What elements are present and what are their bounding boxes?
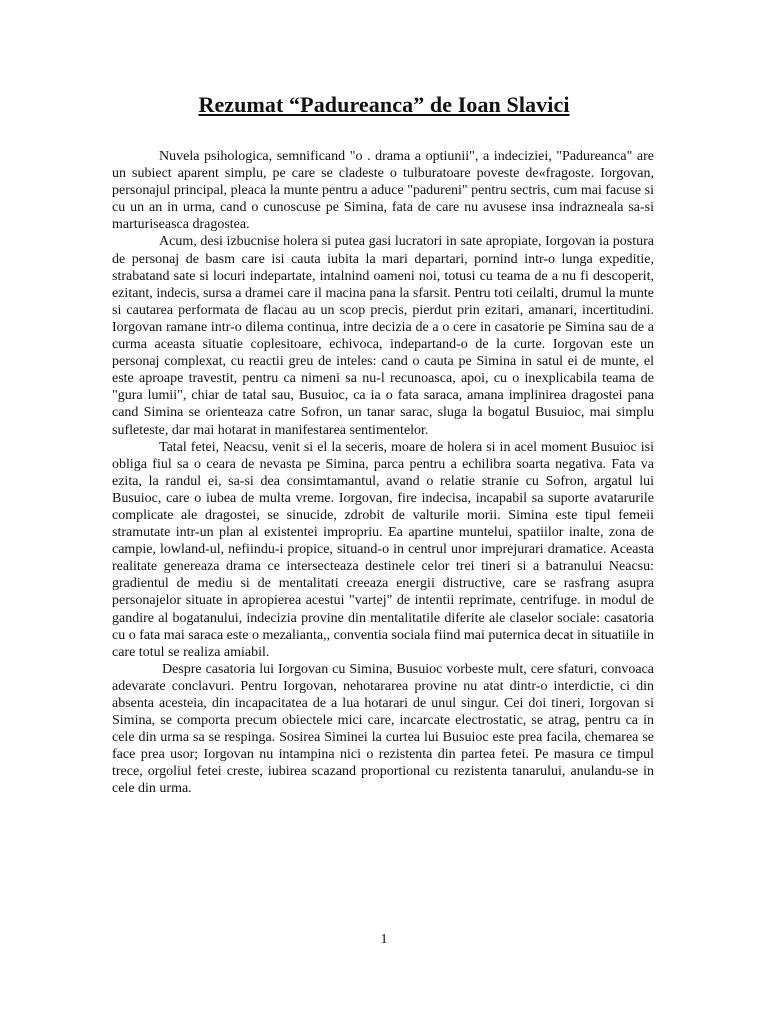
- document-title: Rezumat “Padureanca” de Ioan Slavici: [198, 92, 570, 117]
- paragraph-4: Despre casatoria lui Iorgovan cu Simina, Busuioc vorbeste mult, cere sfaturi, convoaca adevarate conclavuri. Pentru Iorgovan, nehotararea provine nu atat dintr-o interdictie, ci din absenta acesteia, din incapacitatea de a lua hotarari de unul singur. Cei doi tineri, Iorgovan si Simina, se comporta precum obiectele mici care, incarcate electrostatic, se atrag, pentru ca in cele din urma sa se respinga. Sosirea Siminei la curtea lui Busuioc este prea facila, chemarea se face prea usor; Iorgovan nu intampina nici o rezistenta din partea fetei. Pe masura ce timpul trece, orgoliul fetei creste, iubirea scazand proportional cu rezistenta tanarului, anulandu-se in cele din urma.: [112, 661, 654, 797]
- paragraph-1: Nuvela psihologica, semnificand "o . drama a optiunii", a indeciziei, "Padureanca" are un subiect aparent simplu, pe care se cladeste o tulburatoare poveste de«fragoste. Iorgovan, personajul principal, pleaca la munte pentru a aduce "padureni" pentru sectris, cum mai facuse si cu un an in urma, cand o cunoscuse pe Simina, fata de care nu avusese insa indrazneala sa-si marturiseasca dragostea.: [112, 149, 654, 233]
- paragraph-3: Tatal fetei, Neacsu, venit si el la seceris, moare de holera si in acel moment Busuioc isi obliga fiul sa o ceara de nevasta pe Simina, parca pentru a echilibra soarta negativa. Fata va ezita, la randul ei, sa-si dea consimtamantul, avand o relatie stranie cu Sofron, argatul lui Busuioc, care o iubea de multa vreme. Iorgovan, fire indecisa, incapabil sa suporte avatarurile complicate ale dragostei, se sinucide, zdrobit de valturile morii. Simina este tipul femeii stramutate intr-un plan al existentei impropriu. Ea apartine muntelui, spatiilor inalte, zona de campie, lowland-ul, nefiindu-i propice, situand-o in centrul unor imprejurari dramatice. Aceasta realitate genereaza drama ce intersecteaza destinele celor trei tineri si a batranului Neacsu: gradientul de mediu si de mentalitati creeaza energii distructive, care se rasfrang asupra personajelor situate in apropierea acestui "vartej" de intentii reprimate, centrifuge. in modul de gandire al bogatanului, indecizia provine din mentalitatile diferite ale claselor sociale: casatoria cu o fata mai saraca este o mezalianta,, conventia sociala fiind mai puternica decat in situatiile in care totul se realiza amiabil.: [112, 439, 654, 660]
- page-number: 1: [380, 932, 388, 947]
- document-body: [112, 148, 654, 798]
- paragraph-2: Acum, desi izbucnise holera si putea gasi lucratori in sate apropiate, Iorgovan ia postura de personaj de basm care isi cauta iubita la mari departari, pornind intr-o lunga expeditie, strabatand sate si locuri indepartate, intalnind oameni noi, totusi cu teama de a nu fi descoperit, ezitant, indecis, sursa a dramei care il macina pana la sfarsit. Pentru toti ceilalti, drumul la munte si cautarea performata de flacau au un scop precis, pierdut prin ezitari, amanari, incertitudini. Iorgovan ramane intr-o dilema continua, intre decizia de a o cere in casatorie pe Simina sau de a curma aceasta situatie coplesitoare, echivoca, indepartand-o de la curte. Iorgovan este un personaj complexat, cu reactii greu de inteles: cand o cauta pe Simina in satul ei de munte, el este aproape travestit, pentru ca nimeni sa nu-l recunoasca, apoi, cu o inexplicabila teama de "gura lumii", chiar de tatal sau, Busuioc, ca ia o fata saraca, amana implinirea dragostei pana cand Simina se orienteaza catre Sofron, un tanar sarac, sluga la bogatul Busuioc, mai simplu sufleteste, dar mai hotarat in manifestarea sentimentelor.: [112, 234, 654, 438]
